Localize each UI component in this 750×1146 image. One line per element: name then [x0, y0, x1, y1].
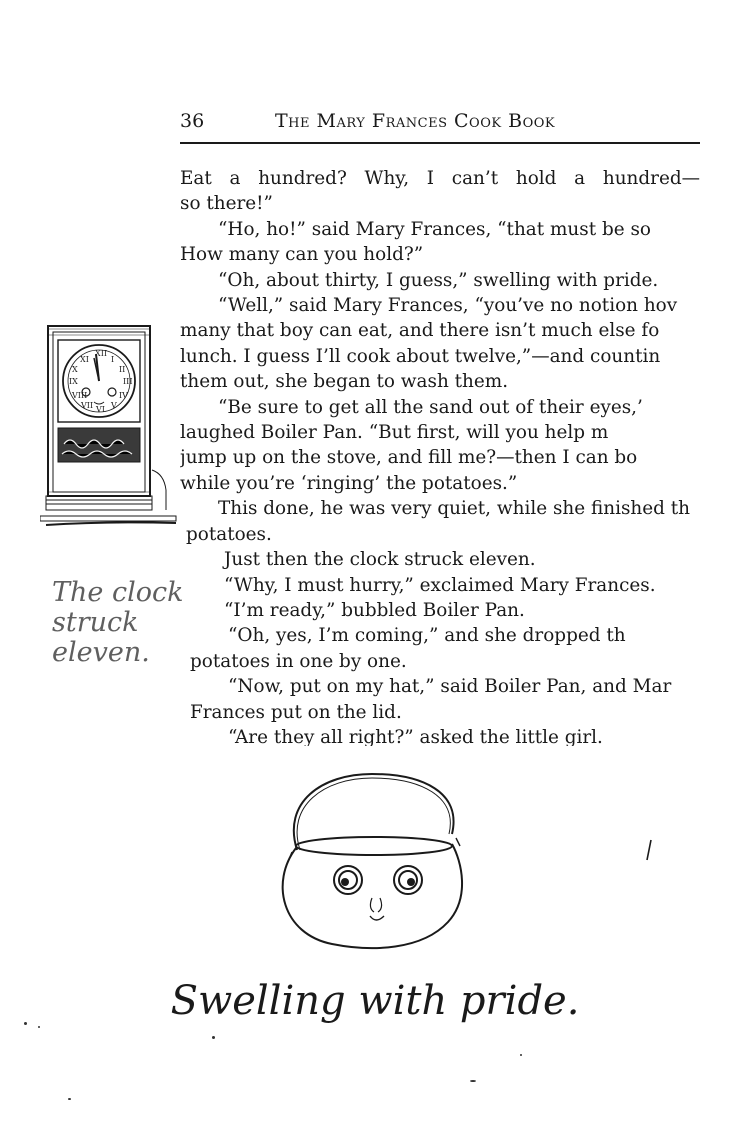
svg-text:VI: VI	[96, 405, 105, 414]
svg-text:II: II	[119, 365, 126, 374]
header-rule	[180, 142, 700, 144]
page-number: 36	[180, 110, 205, 132]
speck	[470, 1080, 476, 1082]
svg-text:XI: XI	[80, 355, 89, 364]
body-line: “Why, I must hurry,” exclaimed Mary Frances.	[224, 574, 656, 596]
body-line: “Be sure to get all the sand out of their eyes,’	[218, 396, 643, 418]
body-line: Frances put on the lid.	[190, 701, 402, 723]
caption-line: eleven.	[52, 637, 150, 668]
body-line: Just then the clock struck eleven.	[224, 549, 536, 571]
speck	[24, 1022, 27, 1025]
svg-text:VIII: VIII	[72, 391, 88, 400]
body-text	[180, 166, 740, 746]
speck	[38, 1026, 40, 1028]
body-line: “Well,” said Mary Frances, “you’ve no notion hov	[218, 295, 678, 317]
body-line: “Are they all right?” asked the little girl.	[228, 726, 603, 746]
svg-text:IX: IX	[69, 377, 78, 386]
body-line: jump up on the stove, and fill me?—then I can bo	[180, 447, 638, 469]
body-line: How many can you hold?”	[180, 244, 424, 266]
body-line: “Oh, yes, I’m coming,” and she dropped th	[228, 625, 626, 647]
svg-text:XII: XII	[95, 349, 108, 358]
running-head	[180, 110, 700, 136]
caption-line: The clock	[52, 577, 184, 608]
body-line: while you’re ‘ringing’ the potatoes.”	[180, 472, 518, 494]
speck	[520, 1054, 522, 1056]
body-line: Eat a hundred? Why, I can’t hold a hundred—	[180, 168, 700, 189]
clock-caption	[52, 578, 192, 688]
speck	[212, 1036, 215, 1039]
body-line: “Now, put on my hat,” said Boiler Pan, and Mar	[228, 676, 672, 698]
body-line: This done, he was very quiet, while she finished th	[218, 498, 690, 520]
body-line: so there!”	[180, 193, 273, 215]
pan-caption: Swelling with pride.	[170, 978, 580, 1024]
body-line: “Ho, ho!” said Mary Frances, “that must be so	[218, 218, 651, 240]
body-line: many that boy can eat, and there isn’t much else fo	[180, 320, 660, 342]
svg-text:I: I	[111, 355, 115, 364]
body-line: them out, she began to wash them.	[180, 371, 509, 393]
clock-illustration	[40, 320, 180, 540]
body-line: lunch. I guess I’ll cook about twelve,”—and countin	[180, 345, 661, 367]
svg-text:III: III	[123, 377, 133, 386]
boiler-pan-illustration	[262, 772, 482, 962]
svg-text:V: V	[111, 401, 117, 410]
svg-text:VII: VII	[81, 401, 94, 410]
body-line: potatoes in one by one.	[190, 650, 407, 672]
svg-text:X: X	[72, 365, 78, 374]
body-line: “I’m ready,” bubbled Boiler Pan.	[224, 599, 525, 621]
svg-text:IV: IV	[119, 391, 128, 400]
stray-mark	[644, 838, 654, 862]
header-title: The Mary Frances Cook Book	[275, 110, 556, 132]
speck	[68, 1098, 71, 1100]
body-line: “Oh, about thirty, I guess,” swelling with pride.	[218, 269, 659, 291]
body-line: potatoes.	[186, 523, 272, 545]
caption-line: struck	[52, 607, 139, 638]
body-line: laughed Boiler Pan. “But first, will you help m	[180, 422, 609, 444]
